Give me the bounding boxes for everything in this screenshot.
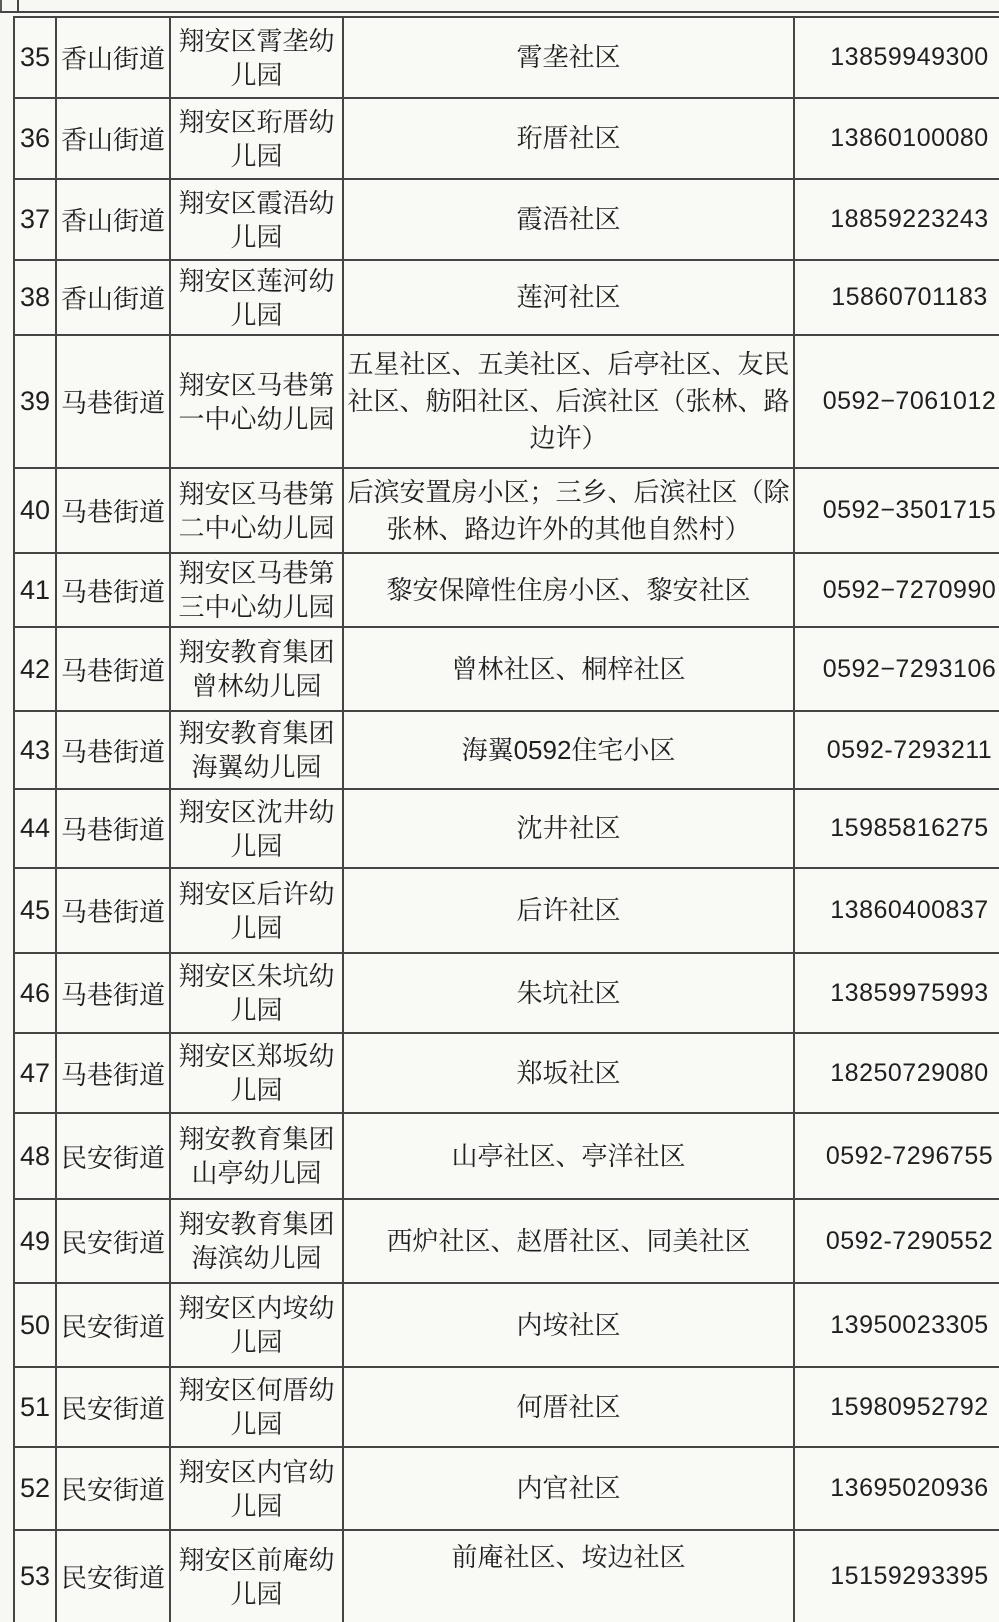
cell-communities: 郑坂社区 <box>343 1033 794 1113</box>
cell-kindergarten: 翔安区后许幼儿园 <box>170 868 343 953</box>
cell-row-number: 38 <box>14 260 56 335</box>
cell-communities: 后许社区 <box>343 868 794 953</box>
cell-phone: 13950023305 <box>794 1283 999 1367</box>
table-row <box>14 98 999 179</box>
table-row <box>14 1199 999 1283</box>
table-row <box>14 468 999 553</box>
cell-phone: 0592−7061012 <box>794 335 999 468</box>
cell-communities: 朱坑社区 <box>343 953 794 1033</box>
cell-kindergarten: 翔安区前庵幼儿园 <box>170 1530 343 1622</box>
cell-communities: 珩厝社区 <box>343 98 794 179</box>
table-row <box>14 553 999 627</box>
cell-phone: 0592-7290552 <box>794 1199 999 1283</box>
table-row <box>14 627 999 711</box>
cell-row-number: 47 <box>14 1033 56 1113</box>
cell-row-number: 41 <box>14 553 56 627</box>
cell-phone: 13860400837 <box>794 868 999 953</box>
cell-phone: 15985816275 <box>794 789 999 868</box>
cell-kindergarten: 翔安区沈井幼儿园 <box>170 789 343 868</box>
cell-kindergarten: 翔安区马巷第三中心幼儿园 <box>170 553 343 627</box>
previous-row-bottom-border <box>0 11 999 13</box>
cell-phone: 0592−7293106 <box>794 627 999 711</box>
cell-kindergarten: 翔安区霄垄幼儿园 <box>170 17 343 98</box>
cell-kindergarten: 翔安区马巷第一中心幼儿园 <box>170 335 343 468</box>
cell-kindergarten: 翔安教育集团海翼幼儿园 <box>170 711 343 789</box>
table-row <box>14 1033 999 1113</box>
table-row <box>14 1283 999 1367</box>
table-body <box>14 17 999 1622</box>
cell-kindergarten: 翔安区马巷第二中心幼儿园 <box>170 468 343 553</box>
cell-street: 马巷街道 <box>56 953 170 1033</box>
cell-kindergarten: 翔安区朱坑幼儿园 <box>170 953 343 1033</box>
cell-row-number: 36 <box>14 98 56 179</box>
cell-kindergarten: 翔安教育集团曾林幼儿园 <box>170 627 343 711</box>
cell-communities: 五星社区、五美社区、后亭社区、友民社区、舫阳社区、后滨社区（张林、路边许） <box>343 335 794 468</box>
cell-street: 香山街道 <box>56 179 170 260</box>
cell-row-number: 35 <box>14 17 56 98</box>
table-row <box>14 1447 999 1530</box>
table-row <box>14 789 999 868</box>
cell-communities: 曾林社区、桐梓社区 <box>343 627 794 711</box>
cell-row-number: 53 <box>14 1530 56 1622</box>
cell-phone: 0592-7293211 <box>794 711 999 789</box>
cell-street: 马巷街道 <box>56 1033 170 1113</box>
cell-row-number: 50 <box>14 1283 56 1367</box>
cell-row-number: 51 <box>14 1367 56 1447</box>
cell-phone: 15159293395 <box>794 1530 999 1622</box>
cell-street: 民安街道 <box>56 1283 170 1367</box>
cell-street: 民安街道 <box>56 1367 170 1447</box>
cell-kindergarten: 翔安区内官幼儿园 <box>170 1447 343 1530</box>
table-row <box>14 260 999 335</box>
table-row <box>14 1530 999 1622</box>
cell-street: 香山街道 <box>56 17 170 98</box>
cell-phone: 18859223243 <box>794 179 999 260</box>
cell-street: 马巷街道 <box>56 553 170 627</box>
table-row <box>14 711 999 789</box>
cell-street: 民安街道 <box>56 1530 170 1622</box>
cell-phone: 0592-7296755 <box>794 1113 999 1199</box>
table-row <box>14 17 999 98</box>
cell-phone: 13860100080 <box>794 98 999 179</box>
table-row <box>14 868 999 953</box>
cell-street: 马巷街道 <box>56 711 170 789</box>
cell-kindergarten: 翔安区何厝幼儿园 <box>170 1367 343 1447</box>
cell-street: 马巷街道 <box>56 868 170 953</box>
table-row <box>14 335 999 468</box>
cell-street: 民安街道 <box>56 1199 170 1283</box>
cell-communities: 西炉社区、赵厝社区、同美社区 <box>343 1199 794 1283</box>
cell-kindergarten: 翔安教育集团海滨幼儿园 <box>170 1199 343 1283</box>
cell-phone: 13859975993 <box>794 953 999 1033</box>
cell-communities: 霄垄社区 <box>343 17 794 98</box>
cell-phone: 15860701183 <box>794 260 999 335</box>
cell-row-number: 49 <box>14 1199 56 1283</box>
cell-communities: 何厝社区 <box>343 1367 794 1447</box>
kindergarten-table <box>13 16 999 1622</box>
cell-kindergarten: 翔安区内垵幼儿园 <box>170 1283 343 1367</box>
cell-street: 马巷街道 <box>56 789 170 868</box>
cell-street: 马巷街道 <box>56 627 170 711</box>
cell-communities: 霞浯社区 <box>343 179 794 260</box>
cell-street: 马巷街道 <box>56 468 170 553</box>
cell-communities: 前庵社区、垵边社区 <box>343 1530 794 1622</box>
cell-row-number: 48 <box>14 1113 56 1199</box>
cell-communities: 后滨安置房小区；三乡、后滨社区（除张林、路边许外的其他自然村） <box>343 468 794 553</box>
cell-row-number: 42 <box>14 627 56 711</box>
table-row <box>14 179 999 260</box>
cell-communities: 内官社区 <box>343 1447 794 1530</box>
cell-row-number: 39 <box>14 335 56 468</box>
cell-row-number: 45 <box>14 868 56 953</box>
cell-row-number: 40 <box>14 468 56 553</box>
cell-kindergarten: 翔安区珩厝幼儿园 <box>170 98 343 179</box>
table-row <box>14 1367 999 1447</box>
cell-row-number: 37 <box>14 179 56 260</box>
cell-row-number: 43 <box>14 711 56 789</box>
table-row <box>14 953 999 1033</box>
cell-phone: 0592−3501715 <box>794 468 999 553</box>
cell-phone: 0592−7270990 <box>794 553 999 627</box>
cell-street: 香山街道 <box>56 98 170 179</box>
cell-communities: 黎安保障性住房小区、黎安社区 <box>343 553 794 627</box>
cell-phone: 13859949300 <box>794 17 999 98</box>
cell-communities: 海翼0592住宅小区 <box>343 711 794 789</box>
cell-phone: 15980952792 <box>794 1367 999 1447</box>
cell-row-number: 44 <box>14 789 56 868</box>
cell-communities: 莲河社区 <box>343 260 794 335</box>
cell-communities: 沈井社区 <box>343 789 794 868</box>
cell-kindergarten: 翔安区郑坂幼儿园 <box>170 1033 343 1113</box>
cell-communities: 内垵社区 <box>343 1283 794 1367</box>
cell-street: 马巷街道 <box>56 335 170 468</box>
cell-street: 香山街道 <box>56 260 170 335</box>
cell-street: 民安街道 <box>56 1447 170 1530</box>
cell-phone: 18250729080 <box>794 1033 999 1113</box>
cell-row-number: 52 <box>14 1447 56 1530</box>
cell-kindergarten: 翔安区霞浯幼儿园 <box>170 179 343 260</box>
table-row <box>14 1113 999 1199</box>
cell-kindergarten: 翔安教育集团山亭幼儿园 <box>170 1113 343 1199</box>
cell-communities: 山亭社区、亭洋社区 <box>343 1113 794 1199</box>
cell-phone: 13695020936 <box>794 1447 999 1530</box>
cell-street: 民安街道 <box>56 1113 170 1199</box>
cell-row-number: 46 <box>14 953 56 1033</box>
cell-kindergarten: 翔安区莲河幼儿园 <box>170 260 343 335</box>
